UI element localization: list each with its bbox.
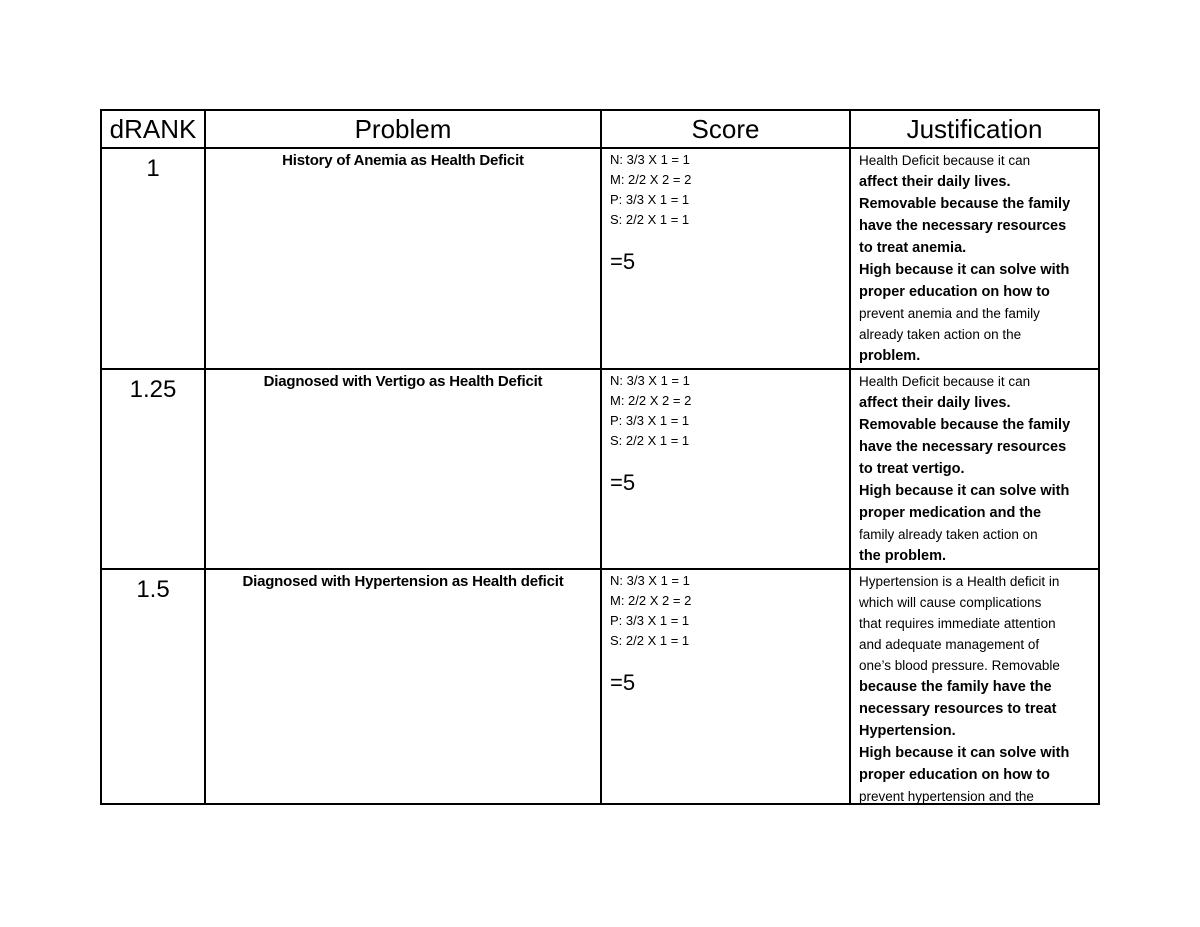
score-line-m: M: 2/2 X 2 = 2 bbox=[610, 593, 692, 608]
justification-line: proper education on how to bbox=[859, 767, 1050, 783]
problem-cell: Diagnosed with Hypertension as Health deficit bbox=[242, 573, 564, 590]
justification-line: affect their daily lives. bbox=[859, 395, 1011, 411]
rank-cell: 1.25 bbox=[129, 376, 177, 403]
justification-line: which will cause complications bbox=[859, 595, 1042, 610]
score-line-s: S: 2/2 X 1 = 1 bbox=[610, 212, 690, 227]
justification-line: proper education on how to bbox=[859, 284, 1050, 300]
score-cell bbox=[602, 149, 849, 368]
justification-line: have the necessary resources bbox=[859, 218, 1067, 234]
score-total: =5 bbox=[610, 470, 636, 495]
rank-cell: 1 bbox=[146, 155, 160, 182]
justification-line: have the necessary resources bbox=[859, 439, 1067, 455]
problem-cell: History of Anemia as Health Deficit bbox=[282, 152, 524, 169]
justification-line: affect their daily lives. bbox=[859, 174, 1011, 190]
justification-line: High because it can solve with bbox=[859, 745, 1070, 761]
justification-line: already taken action on the bbox=[859, 327, 1022, 342]
score-total: =5 bbox=[610, 249, 636, 274]
justification-line: Removable because the family bbox=[859, 196, 1071, 212]
justification-line: Hypertension is a Health deficit in bbox=[859, 574, 1060, 589]
justification-line: Hypertension. bbox=[859, 723, 956, 739]
rank-cell: 1.5 bbox=[136, 576, 170, 603]
score-line-m: M: 2/2 X 2 = 2 bbox=[610, 172, 692, 187]
score-line-p: P: 3/3 X 1 = 1 bbox=[610, 192, 690, 207]
justification-line: Health Deficit because it can bbox=[859, 153, 1031, 168]
score-line-s: S: 2/2 X 1 = 1 bbox=[610, 633, 690, 648]
score-line-n: N: 3/3 X 1 = 1 bbox=[610, 573, 690, 588]
justification-line: prevent hypertension and the bbox=[859, 789, 1034, 803]
justification-line: to treat anemia. bbox=[859, 240, 967, 256]
justification-line: one’s blood pressure. Removable bbox=[859, 658, 1060, 673]
justification-line: the problem. bbox=[859, 548, 947, 564]
justification-line: Health Deficit because it can bbox=[859, 374, 1031, 389]
justification-line: because the family have the bbox=[859, 679, 1052, 695]
score-line-p: P: 3/3 X 1 = 1 bbox=[610, 413, 690, 428]
justification-line: High because it can solve with bbox=[859, 262, 1070, 278]
justification-line: High because it can solve with bbox=[859, 483, 1070, 499]
header-problem: Problem bbox=[354, 114, 452, 144]
score-line-s: S: 2/2 X 1 = 1 bbox=[610, 433, 690, 448]
justification-line: proper medication and the bbox=[859, 505, 1042, 521]
justification-line: Removable because the family bbox=[859, 417, 1071, 433]
justification-line: that requires immediate attention bbox=[859, 616, 1056, 631]
score-line-p: P: 3/3 X 1 = 1 bbox=[610, 613, 690, 628]
justification-line: problem. bbox=[859, 348, 921, 364]
score-line-n: N: 3/3 X 1 = 1 bbox=[610, 152, 690, 167]
ranking-table bbox=[100, 109, 1100, 805]
problem-cell: Diagnosed with Vertigo as Health Deficit bbox=[263, 373, 543, 390]
justification-line: and adequate management of bbox=[859, 637, 1040, 652]
justification-line: prevent anemia and the family bbox=[859, 306, 1040, 321]
header-rank: dRANK bbox=[109, 114, 197, 144]
justification-line: to treat vertigo. bbox=[859, 461, 965, 477]
score-cell bbox=[602, 570, 849, 803]
score-cell bbox=[602, 370, 849, 568]
header-score: Score bbox=[691, 114, 760, 144]
justification-line: necessary resources to treat bbox=[859, 701, 1057, 717]
score-line-n: N: 3/3 X 1 = 1 bbox=[610, 373, 690, 388]
justification-cell bbox=[851, 570, 1098, 803]
justification-line: family already taken action on bbox=[859, 527, 1038, 542]
score-line-m: M: 2/2 X 2 = 2 bbox=[610, 393, 692, 408]
justification-cell bbox=[851, 370, 1098, 568]
score-total: =5 bbox=[610, 670, 636, 695]
justification-cell bbox=[851, 149, 1098, 368]
header-justification: Justification bbox=[906, 114, 1043, 144]
